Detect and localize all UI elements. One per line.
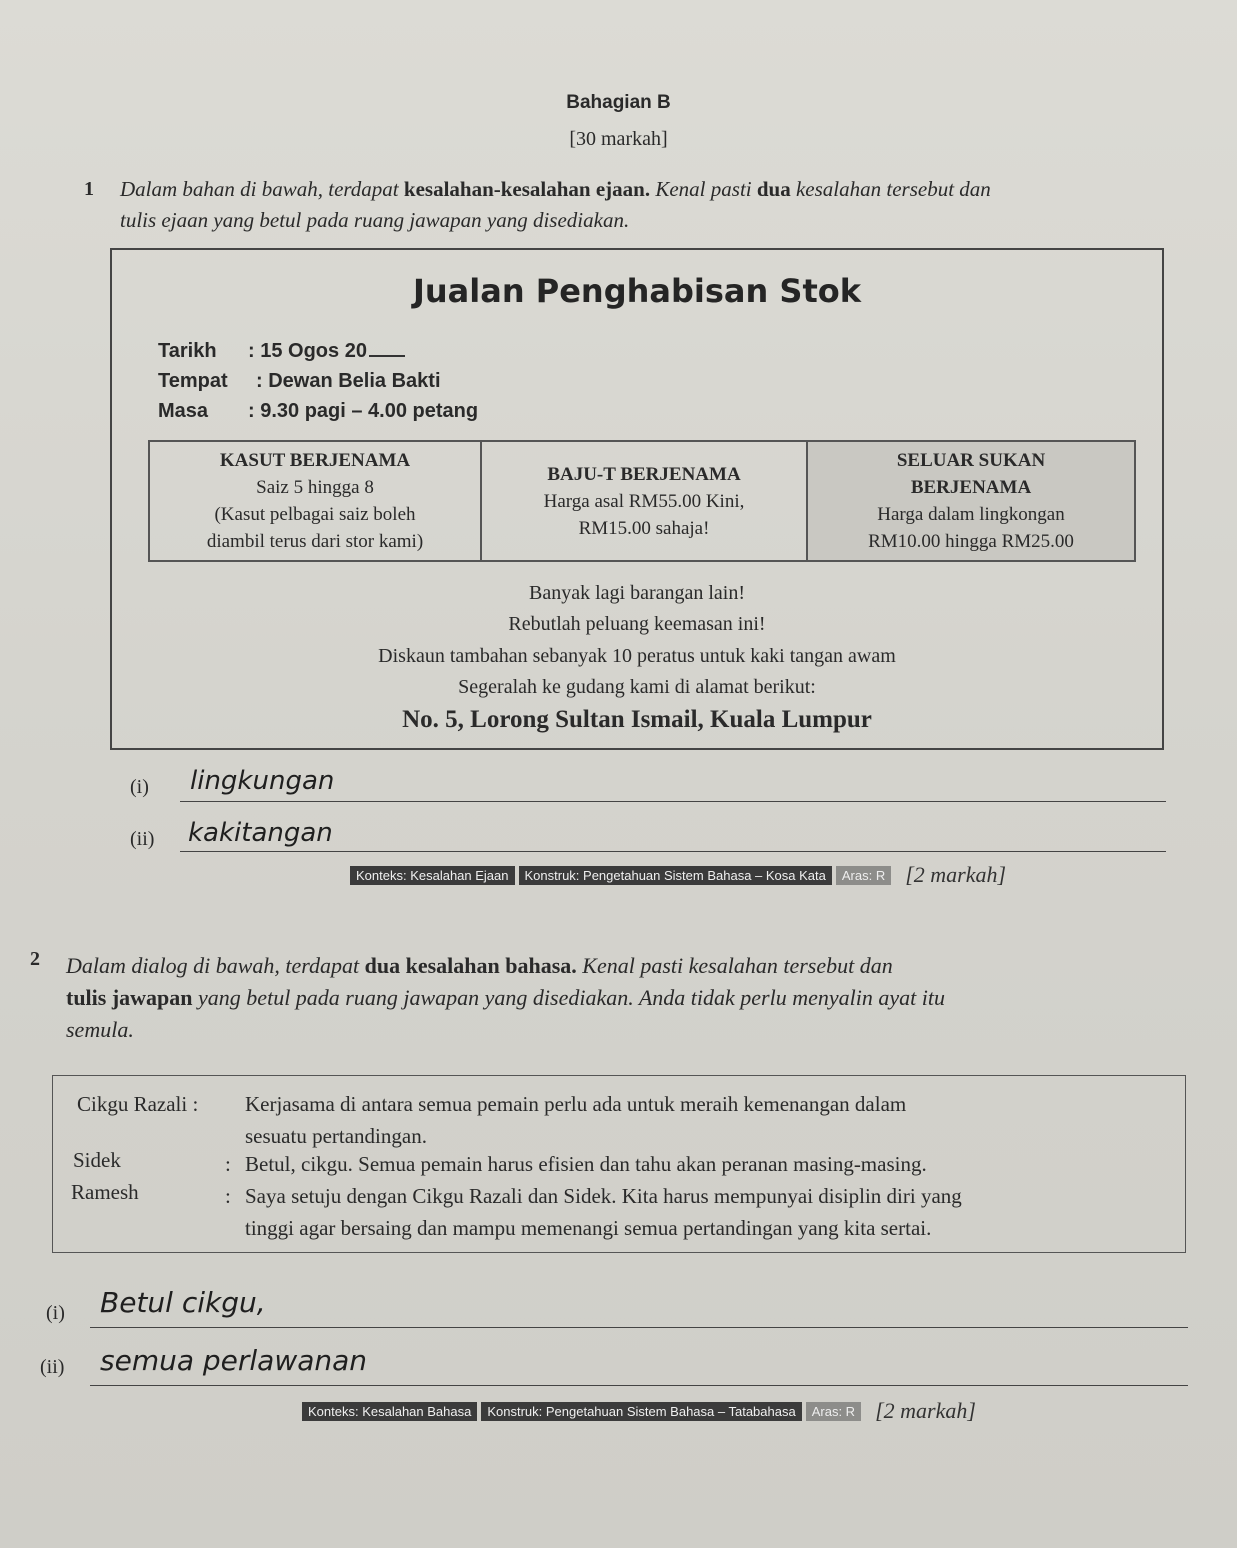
q2-construct-tag: Konstruk: Pengetahuan Sistem Bahasa – Tatabahasa bbox=[481, 1402, 801, 1421]
q1-tag-bar bbox=[350, 862, 1006, 888]
q2-context-tag: Konteks: Kesalahan Bahasa bbox=[302, 1402, 477, 1421]
question-2-number: 2 bbox=[30, 948, 40, 970]
section-title: Bahagian B bbox=[566, 92, 671, 113]
question-1-number: 1 bbox=[84, 178, 94, 200]
poster-title: Jualan Penghabisan Stok bbox=[412, 272, 862, 310]
product-tshirt: BAJU-T BERJENAMA Harga asal RM55.00 Kini, RM15.00 sahaja! bbox=[482, 442, 808, 560]
poster-venue: Tempat : Dewan Belia Bakti bbox=[158, 370, 441, 392]
q2-answer-1[interactable]: Betul cikgu, bbox=[100, 1286, 266, 1319]
dialog-line-sidek: Betul, cikgu. Semua pemain harus efisien dan tahu akan peranan masing-masing. bbox=[245, 1152, 927, 1176]
q1-answer-1-label: (i) bbox=[130, 776, 149, 798]
product-table bbox=[148, 440, 1136, 562]
q2-level-tag: Aras: R bbox=[806, 1402, 861, 1421]
poster-line-1: Banyak lagi barangan lain! bbox=[528, 582, 746, 604]
question-1-instruction: Dalam bahan di bawah, terdapat kesalahan-kesalahan ejaan. Kenal pasti dua kesalahan tersebut dan tulis ejaan yang betul pada ruang jawapan yang disediakan. bbox=[120, 177, 991, 232]
q1-answer-2[interactable]: kakitangan bbox=[188, 818, 333, 848]
poster-time: Masa : 9.30 pagi – 4.00 petang bbox=[158, 400, 479, 422]
dialog-speaker-razali: Cikgu Razali : bbox=[77, 1092, 199, 1116]
product-pants: SELUAR SUKAN BERJENAMA Harga dalam lingkongan RM10.00 hingga RM25.00 bbox=[808, 442, 1134, 560]
poster-line-3: Diskaun tambahan sebanyak 10 peratus untuk kaki tangan awam bbox=[378, 645, 896, 667]
q2-answer-1-label: (i) bbox=[46, 1302, 65, 1324]
q2-tag-bar bbox=[302, 1398, 976, 1424]
q1-answer-1[interactable]: lingkungan bbox=[190, 766, 335, 796]
poster-line-2: Rebutlah peluang keemasan ini! bbox=[508, 613, 766, 635]
q1-level-tag: Aras: R bbox=[836, 866, 891, 885]
dialog-colon-sidek: : bbox=[225, 1152, 231, 1176]
dialog-colon-ramesh: : bbox=[225, 1184, 231, 1208]
q2-answer-2[interactable]: semua perlawanan bbox=[100, 1344, 368, 1377]
q1-construct-tag: Konstruk: Pengetahuan Sistem Bahasa – Kosa Kata bbox=[519, 866, 832, 885]
q2-answer-2-line bbox=[90, 1384, 1188, 1386]
poster-line-4: Segeralah ke gudang kami di alamat berikut: bbox=[458, 676, 816, 698]
product-shoes: KASUT BERJENAMA Saiz 5 hingga 8 (Kasut pelbagai saiz boleh diambil terus dari stor kami) bbox=[150, 442, 482, 560]
dialog-box bbox=[52, 1075, 1186, 1253]
q1-context-tag: Konteks: Kesalahan Ejaan bbox=[350, 866, 515, 885]
q1-answer-2-label: (ii) bbox=[130, 828, 155, 850]
q1-answer-1-line bbox=[180, 800, 1166, 802]
q1-answer-2-line bbox=[180, 850, 1166, 852]
dialog-speaker-sidek: Sidek bbox=[73, 1148, 121, 1172]
dialog-line-ramesh: Saya setuju dengan Cikgu Razali dan Sidek. Kita harus mempunyai disiplin diri yang tinggi agar bersaing dan mampu memenangi semua pertandingan yang kita sertai. bbox=[245, 1184, 962, 1240]
q2-answer-2-label: (ii) bbox=[40, 1356, 65, 1378]
dialog-line-razali: Kerjasama di antara semua pemain perlu ada untuk meraih kemenangan dalam sesuatu pertandingan. bbox=[245, 1092, 907, 1148]
q2-marks: [2 markah] bbox=[875, 1398, 976, 1423]
poster-date: Tarikh : 15 Ogos 20 bbox=[158, 340, 405, 363]
question-2-instruction: Dalam dialog di bawah, terdapat dua kesalahan bahasa. Kenal pasti kesalahan tersebut dan tulis jawapan yang betul pada ruang jawapan yang disediakan. Anda tidak perlu menyalin ayat itu semula. bbox=[66, 953, 945, 1042]
q1-marks: [2 markah] bbox=[905, 862, 1007, 887]
dialog-speaker-ramesh: Ramesh bbox=[71, 1180, 139, 1204]
poster-address: No. 5, Lorong Sultan Ismail, Kuala Lumpur bbox=[402, 706, 872, 733]
section-marks: [30 markah] bbox=[569, 128, 668, 150]
sale-poster bbox=[110, 248, 1164, 750]
q2-answer-1-line bbox=[90, 1326, 1188, 1328]
